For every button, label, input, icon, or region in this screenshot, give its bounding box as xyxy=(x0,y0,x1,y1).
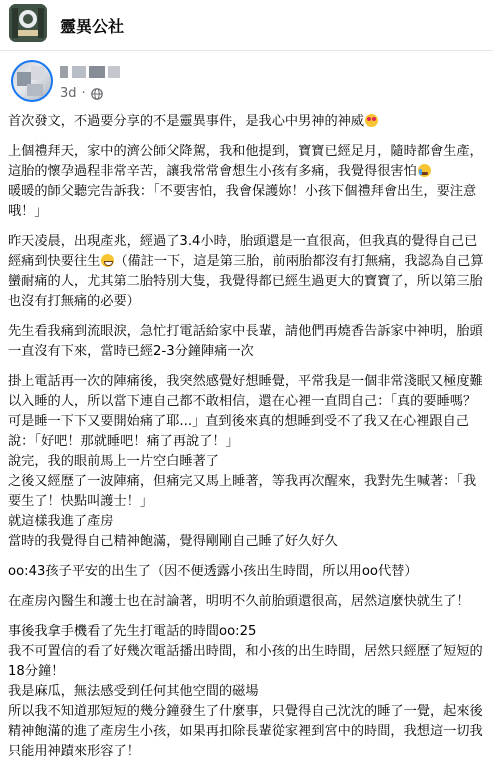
post-paragraph xyxy=(8,322,486,362)
post-body xyxy=(8,112,486,772)
paragraph-text: 先生看我痛到流眼淚，急忙打電話給家中長輩，請他們再燒香告訴家中神明，胎頭一直沒有下來，當時已經2-3分鐘陣痛一次 xyxy=(8,324,483,359)
post-paragraph xyxy=(8,622,486,762)
paragraph-text: 昨天凌晨，出現產兆，經過了3.4小時，胎頭還是一直很高，但我真的覺得自己已經痛到快要往生 xyxy=(8,234,478,269)
paragraph-text: 掛上電話再一次的陣痛後，我突然感覺好想睡覺，平常我是一個非常淺眠又極度難以入睡的人，所以當下連自己都不敢相信，還在心裡一直問自己：「真的要睡嗎？可是睡一下下又要開始痛了耶...」直到後來真的想睡到受不了我又在心裡跟自己說：「好吧！那就睡吧！痛了再說了！」 說完，我的眼前馬上一片空白睡著了 之後又經歷了一波陣痛，但痛完又馬上睡著，等我再次醒來，我對先生喊著：「我要生了！快點叫護士！」 就這樣我進了產房 當時的我覺得自己精神飽滿，覺得剛剛自己睡了好久好久 xyxy=(8,374,483,549)
post-paragraph xyxy=(8,182,486,222)
heart-eyes-emoji-icon xyxy=(365,114,378,127)
group-header xyxy=(0,0,493,52)
post-paragraph xyxy=(8,142,486,182)
group-avatar[interactable] xyxy=(9,4,47,42)
grin-emoji-icon xyxy=(101,254,114,267)
post-paragraph xyxy=(8,562,486,582)
paragraph-text: 暖暖的師父聽完告訴我：「不要害怕，我會保護妳！小孩下個禮拜會出生，要注意哦！」 xyxy=(8,184,477,219)
post-meta xyxy=(60,86,103,101)
paragraph-text: oo:43孩子平安的出生了（因不便透露小孩出生時間，所以用oo代替） xyxy=(8,564,418,579)
post-paragraph xyxy=(8,112,486,132)
paragraph-text: 在產房內醫生和護士也在討論著，明明不久前胎頭還很高，居然這麼快就生了！ xyxy=(8,594,470,609)
author-avatar[interactable] xyxy=(11,60,53,102)
header-divider xyxy=(0,50,493,51)
paragraph-text: 事後我拿手機看了先生打電話的時間oo:25 我不可置信的看了好幾次電話播出時間，和小孩的出生時間，居然只經歷了短短的18分鐘！ 我是麻瓜，無法感受到任何其他空間的磁場 所以我不知道那短短的幾分鐘發生了什麼事，只覺得自己沈沈的睡了一覺，起來後精神飽滿的進了產房生小孩，如果再扣除長輩從家裡到宮中的時間，我想這一切我只能用神蹟來形容了！ xyxy=(8,624,483,759)
group-name[interactable]: 靈異公社 xyxy=(60,17,125,36)
paragraph-text-continued: （備註一下，這是第三胎，前兩胎都沒有打無痛，我認為自己算蠻耐痛的人，尤其第二胎特別大隻，我覺得都已經生過更大的寶寶了，所以第三胎也沒有打無痛的必要） xyxy=(8,254,484,309)
crying-emoji-icon xyxy=(418,164,431,177)
globe-icon xyxy=(91,88,103,100)
post-paragraph xyxy=(8,372,486,552)
author-name-redacted[interactable] xyxy=(60,66,122,80)
paragraph-text: 上個禮拜天，家中的濟公師父降駕，我和他提到，寶寶已經足月，隨時都會生產，這胎的懷孕過程非常辛苦，讓我常常會想生小孩有多痛，我覺得很害怕 xyxy=(8,144,483,179)
post-paragraph xyxy=(8,232,486,312)
paragraph-text: 首次發文，不過要分享的不是靈異事件，是我心中男神的神威 xyxy=(8,114,365,129)
post-time[interactable]: 3d xyxy=(60,86,77,101)
meta-separator: · xyxy=(81,86,86,101)
post-paragraph xyxy=(8,592,486,612)
